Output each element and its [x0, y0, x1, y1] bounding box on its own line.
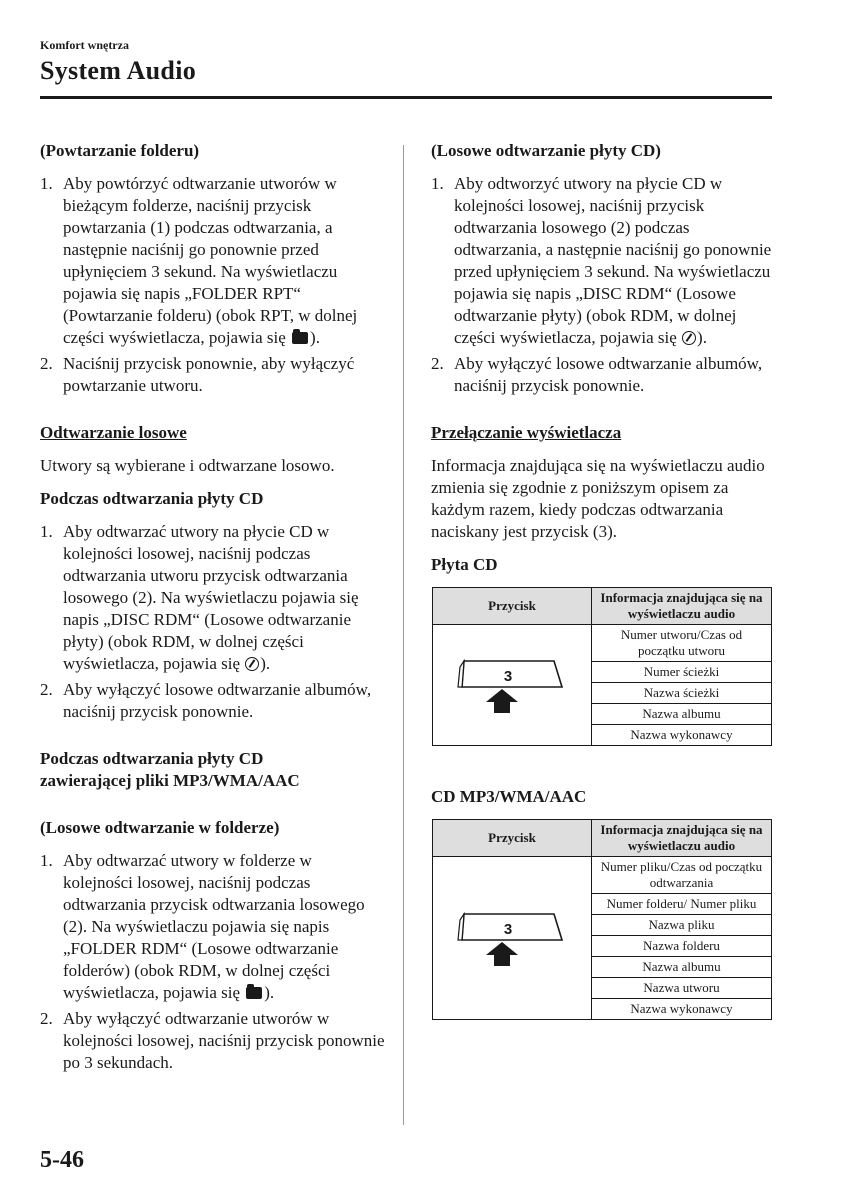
list-item: [40, 353, 385, 397]
heading-line: Podczas odtwarzania płyty CD: [40, 749, 264, 768]
list-item: [40, 679, 385, 723]
folder-repeat-steps: [40, 173, 385, 397]
table-cd: [432, 587, 772, 746]
step-number: 1.: [431, 174, 444, 193]
table-cell: Nazwa pliku: [592, 915, 772, 936]
table-cell: Nazwa wykonawcy: [592, 999, 772, 1020]
heading-folder-random: (Losowe odtwarzanie w folderze): [40, 818, 280, 837]
step-text-end: ).: [264, 983, 275, 1002]
table-header-info: Informacja znajdująca się na wyświetlaczu audio: [592, 820, 772, 857]
heading-folder-repeat: (Powtarzanie folderu): [40, 141, 200, 160]
column-divider: [403, 145, 404, 1125]
step-number: 1.: [40, 174, 53, 193]
step-number: 2.: [40, 1009, 53, 1028]
button-label: 3: [503, 921, 513, 938]
folder-icon: [246, 987, 262, 999]
table-row: [433, 857, 772, 894]
table-row: [433, 625, 772, 662]
list-item: [40, 173, 385, 349]
heading-mp3-play: [40, 748, 385, 792]
cd-play-steps: [40, 521, 385, 723]
heading-cd-play: Podczas odtwarzania płyty CD: [40, 489, 264, 508]
list-item: [431, 173, 776, 349]
folder-random-steps: [40, 850, 385, 1074]
table-header-button: Przycisk: [433, 820, 592, 857]
step-text: Aby wyłączyć losowe odtwarzanie albumów, naciśnij przycisk ponownie.: [454, 354, 763, 395]
button-3-icon: [456, 655, 568, 715]
heading-table-cd: Płyta CD: [431, 555, 498, 574]
table-cell: Nazwa wykonawcy: [592, 725, 772, 746]
button-cell: [433, 625, 592, 746]
table-cell: Numer utworu/Czas od początku utworu: [592, 625, 772, 662]
right-column: [431, 140, 776, 1020]
step-number: 2.: [431, 354, 444, 373]
step-text-part: Aby odtwarzać utwory na płycie CD w kolejności losowej, naciśnij podczas odtwarzania utworu przycisk odtwarzania losowego (2). Na wyświetlaczu pojawia się napis „DISC RDM“ (Losowe odtwarzanie płyty) (obok RDM, w dolnej części wyświetlacza, pojawia się: [63, 522, 359, 673]
button-cell: [433, 857, 592, 1020]
step-text-part: Aby odtwarzać utwory w folderze w kolejności losowej, naciśnij podczas odtwarzania przycisk odtwarzania losowego (2). Na wyświetlaczu pojawia się napis „FOLDER RDM“ (Losowe odtwarzanie folderów) (obok RDM, w dolnej części wyświetlacza, pojawia się: [63, 851, 365, 1002]
section-label: Komfort wnętrza: [40, 38, 129, 52]
step-text-end: ).: [310, 328, 320, 347]
list-item: [40, 1008, 385, 1074]
left-column: [40, 140, 385, 1085]
heading-random: Odtwarzanie losowe: [40, 423, 187, 442]
step-text: Naciśnij przycisk ponownie, aby wyłączyć powtarzanie utworu.: [63, 354, 355, 395]
heading-line: zawierającej pliki MP3/WMA/AAC: [40, 771, 300, 790]
display-switch-intro: Informacja znajdująca się na wyświetlaczu audio zmienia się zgodnie z poniższym opisem za każdym razem, kiedy podczas odtwarzania naciskany jest przycisk (3).: [431, 456, 765, 541]
page-title: System Audio: [40, 56, 197, 85]
arrow-up-icon: [486, 689, 518, 713]
step-text: [63, 173, 385, 349]
random-intro: Utwory są wybierane i odtwarzane losowo.: [40, 456, 335, 475]
heading-disc-random: (Losowe odtwarzanie płyty CD): [431, 141, 661, 160]
step-number: 1.: [40, 851, 53, 870]
table-cell: Numer pliku/Czas od początku odtwarzania: [592, 857, 772, 894]
list-item: [40, 850, 385, 1004]
title-rule: [40, 96, 772, 99]
step-text: Aby wyłączyć losowe odtwarzanie albumów, naciśnij przycisk ponownie.: [63, 680, 372, 721]
step-text-part: Aby odtworzyć utwory na płycie CD w kolejności losowej, naciśnij przycisk odtwarzania losowego (2) podczas odtwarzania, a następnie naciśnij go ponownie przed upłynięciem 3 sekund. Na wyświetlaczu pojawia się napis „DISC RDM“ (Losowe odtwarzanie płyty) (obok RDM, w dolnej części wyświetlacza, pojawia się: [454, 174, 772, 347]
step-text: Aby wyłączyć odtwarzanie utworów w kolejności losowej, naciśnij przycisk ponownie po 3 sekundach.: [63, 1009, 385, 1072]
table-cell: Nazwa albumu: [592, 704, 772, 725]
list-item: [431, 353, 776, 397]
arrow-up-icon: [486, 942, 518, 966]
table-cell: Numer ścieżki: [592, 662, 772, 683]
step-text: [63, 521, 385, 675]
step-text-end: ).: [697, 328, 707, 347]
step-text: [63, 850, 385, 1004]
list-item: [40, 521, 385, 675]
button-3-icon: [456, 908, 568, 968]
button-label: 3: [503, 668, 513, 685]
step-text-part: Aby powtórzyć odtwarzanie utworów w bieżącym folderze, naciśnij przycisk powtarzania (1) podczas odtwarzania, a następnie naciśnij go ponownie przed upłynięciem 3 sekund. Na wyświetlaczu pojawia się napis „FOLDER RPT“ (Powtarzanie folderu) (obok RPT, w dolnej części wyświetlacza, pojawia się: [63, 174, 358, 347]
step-number: 1.: [40, 522, 53, 541]
disc-random-icon: [245, 657, 259, 671]
table-cell: Numer folderu/ Numer pliku: [592, 894, 772, 915]
table-header-button: Przycisk: [433, 588, 592, 625]
table-mp3: [432, 819, 772, 1020]
step-number: 2.: [40, 354, 53, 373]
heading-display-switch: Przełączanie wyświetlacza: [431, 423, 622, 442]
disc-random-steps: [431, 173, 776, 397]
disc-random-icon: [682, 331, 696, 345]
heading-table-mp3: CD MP3/WMA/AAC: [431, 787, 587, 806]
table-cell: Nazwa ścieżki: [592, 683, 772, 704]
step-number: 2.: [40, 680, 53, 699]
table-cell: Nazwa utworu: [592, 978, 772, 999]
folder-icon: [292, 332, 308, 344]
step-text-end: ).: [260, 654, 271, 673]
table-cell: Nazwa albumu: [592, 957, 772, 978]
table-header-info: Informacja znajdująca się na wyświetlaczu audio: [592, 588, 772, 625]
step-text: [454, 173, 776, 349]
table-cell: Nazwa folderu: [592, 936, 772, 957]
page-number: 5-46: [40, 1147, 84, 1173]
